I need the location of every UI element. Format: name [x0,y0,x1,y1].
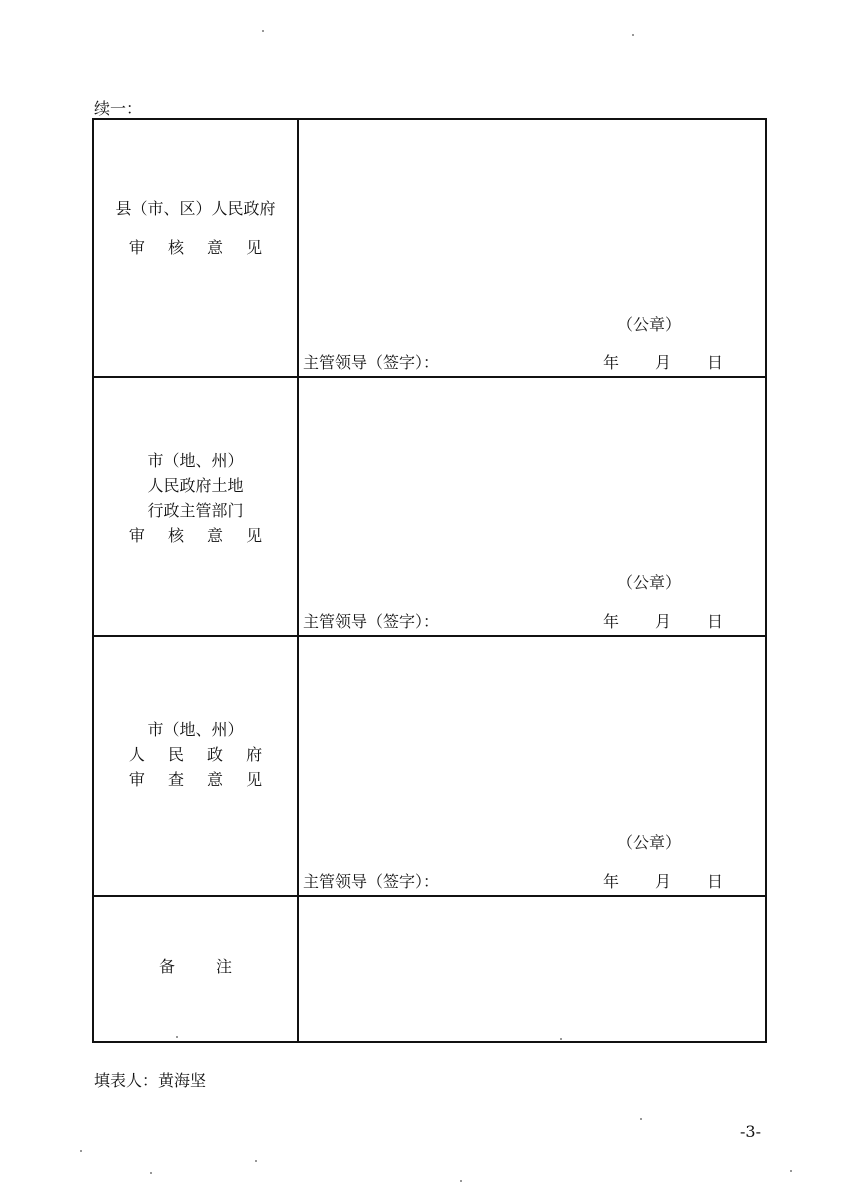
day-label: 日 [707,353,724,372]
official-seal-label: （公章） [617,315,682,334]
scan-speck [262,30,264,32]
opinion-field[interactable] [299,378,765,635]
remarks-field[interactable] [299,897,765,1041]
scan-speck [560,1038,562,1040]
scan-speck [790,1170,792,1172]
row-label [94,897,297,1041]
remarks-label: 备 注 [158,956,233,976]
scan-speck [176,1036,178,1038]
scan-speck [640,1118,642,1120]
month-label: 月 [655,872,672,891]
scan-speck [255,1160,257,1162]
opinion-field[interactable] [299,120,765,376]
approval-form-table [92,118,767,1043]
label-line: 市（地、州） [147,450,244,470]
opinion-field[interactable] [299,637,765,895]
supervisor-signature-label: 主管领导（签字）： [303,872,440,891]
supervisor-signature-label: 主管领导（签字）： [303,353,440,372]
year-label: 年 [603,872,620,891]
year-label: 年 [603,353,620,372]
label-line: 县（市、区）人民政府 [115,199,276,218]
label-line: 审 查 意 见 [128,769,272,789]
month-label: 月 [655,612,672,631]
form-filler: 填表人：黄海坚 [94,1071,207,1090]
official-seal-label: （公章） [617,573,682,592]
label-line: 人 民 政 府 [128,744,272,764]
scan-speck [150,1172,152,1174]
day-label: 日 [707,612,724,631]
scan-speck [632,34,634,36]
remarks-row [94,897,765,1041]
county-government-review-row [94,120,765,378]
year-label: 年 [603,612,620,631]
scan-speck [460,1180,462,1182]
continuation-label: 续一： [94,99,143,118]
row-label [94,120,297,376]
land-department-review-row [94,378,765,637]
page-number: -3- [740,1122,761,1141]
month-label: 月 [655,353,672,372]
label-line: 审 核 意 见 [128,238,272,257]
supervisor-signature-label: 主管领导（签字）： [303,612,440,631]
label-line: 人民政府土地 [147,475,244,495]
row-label [94,378,297,635]
label-line: 行政主管部门 [147,500,244,520]
label-line: 市（地、州） [147,719,244,739]
day-label: 日 [707,872,724,891]
official-seal-label: （公章） [617,833,682,852]
row-label [94,637,297,895]
city-government-review-row [94,637,765,897]
label-line: 审 核 意 见 [128,525,272,545]
scan-speck [80,1150,82,1152]
